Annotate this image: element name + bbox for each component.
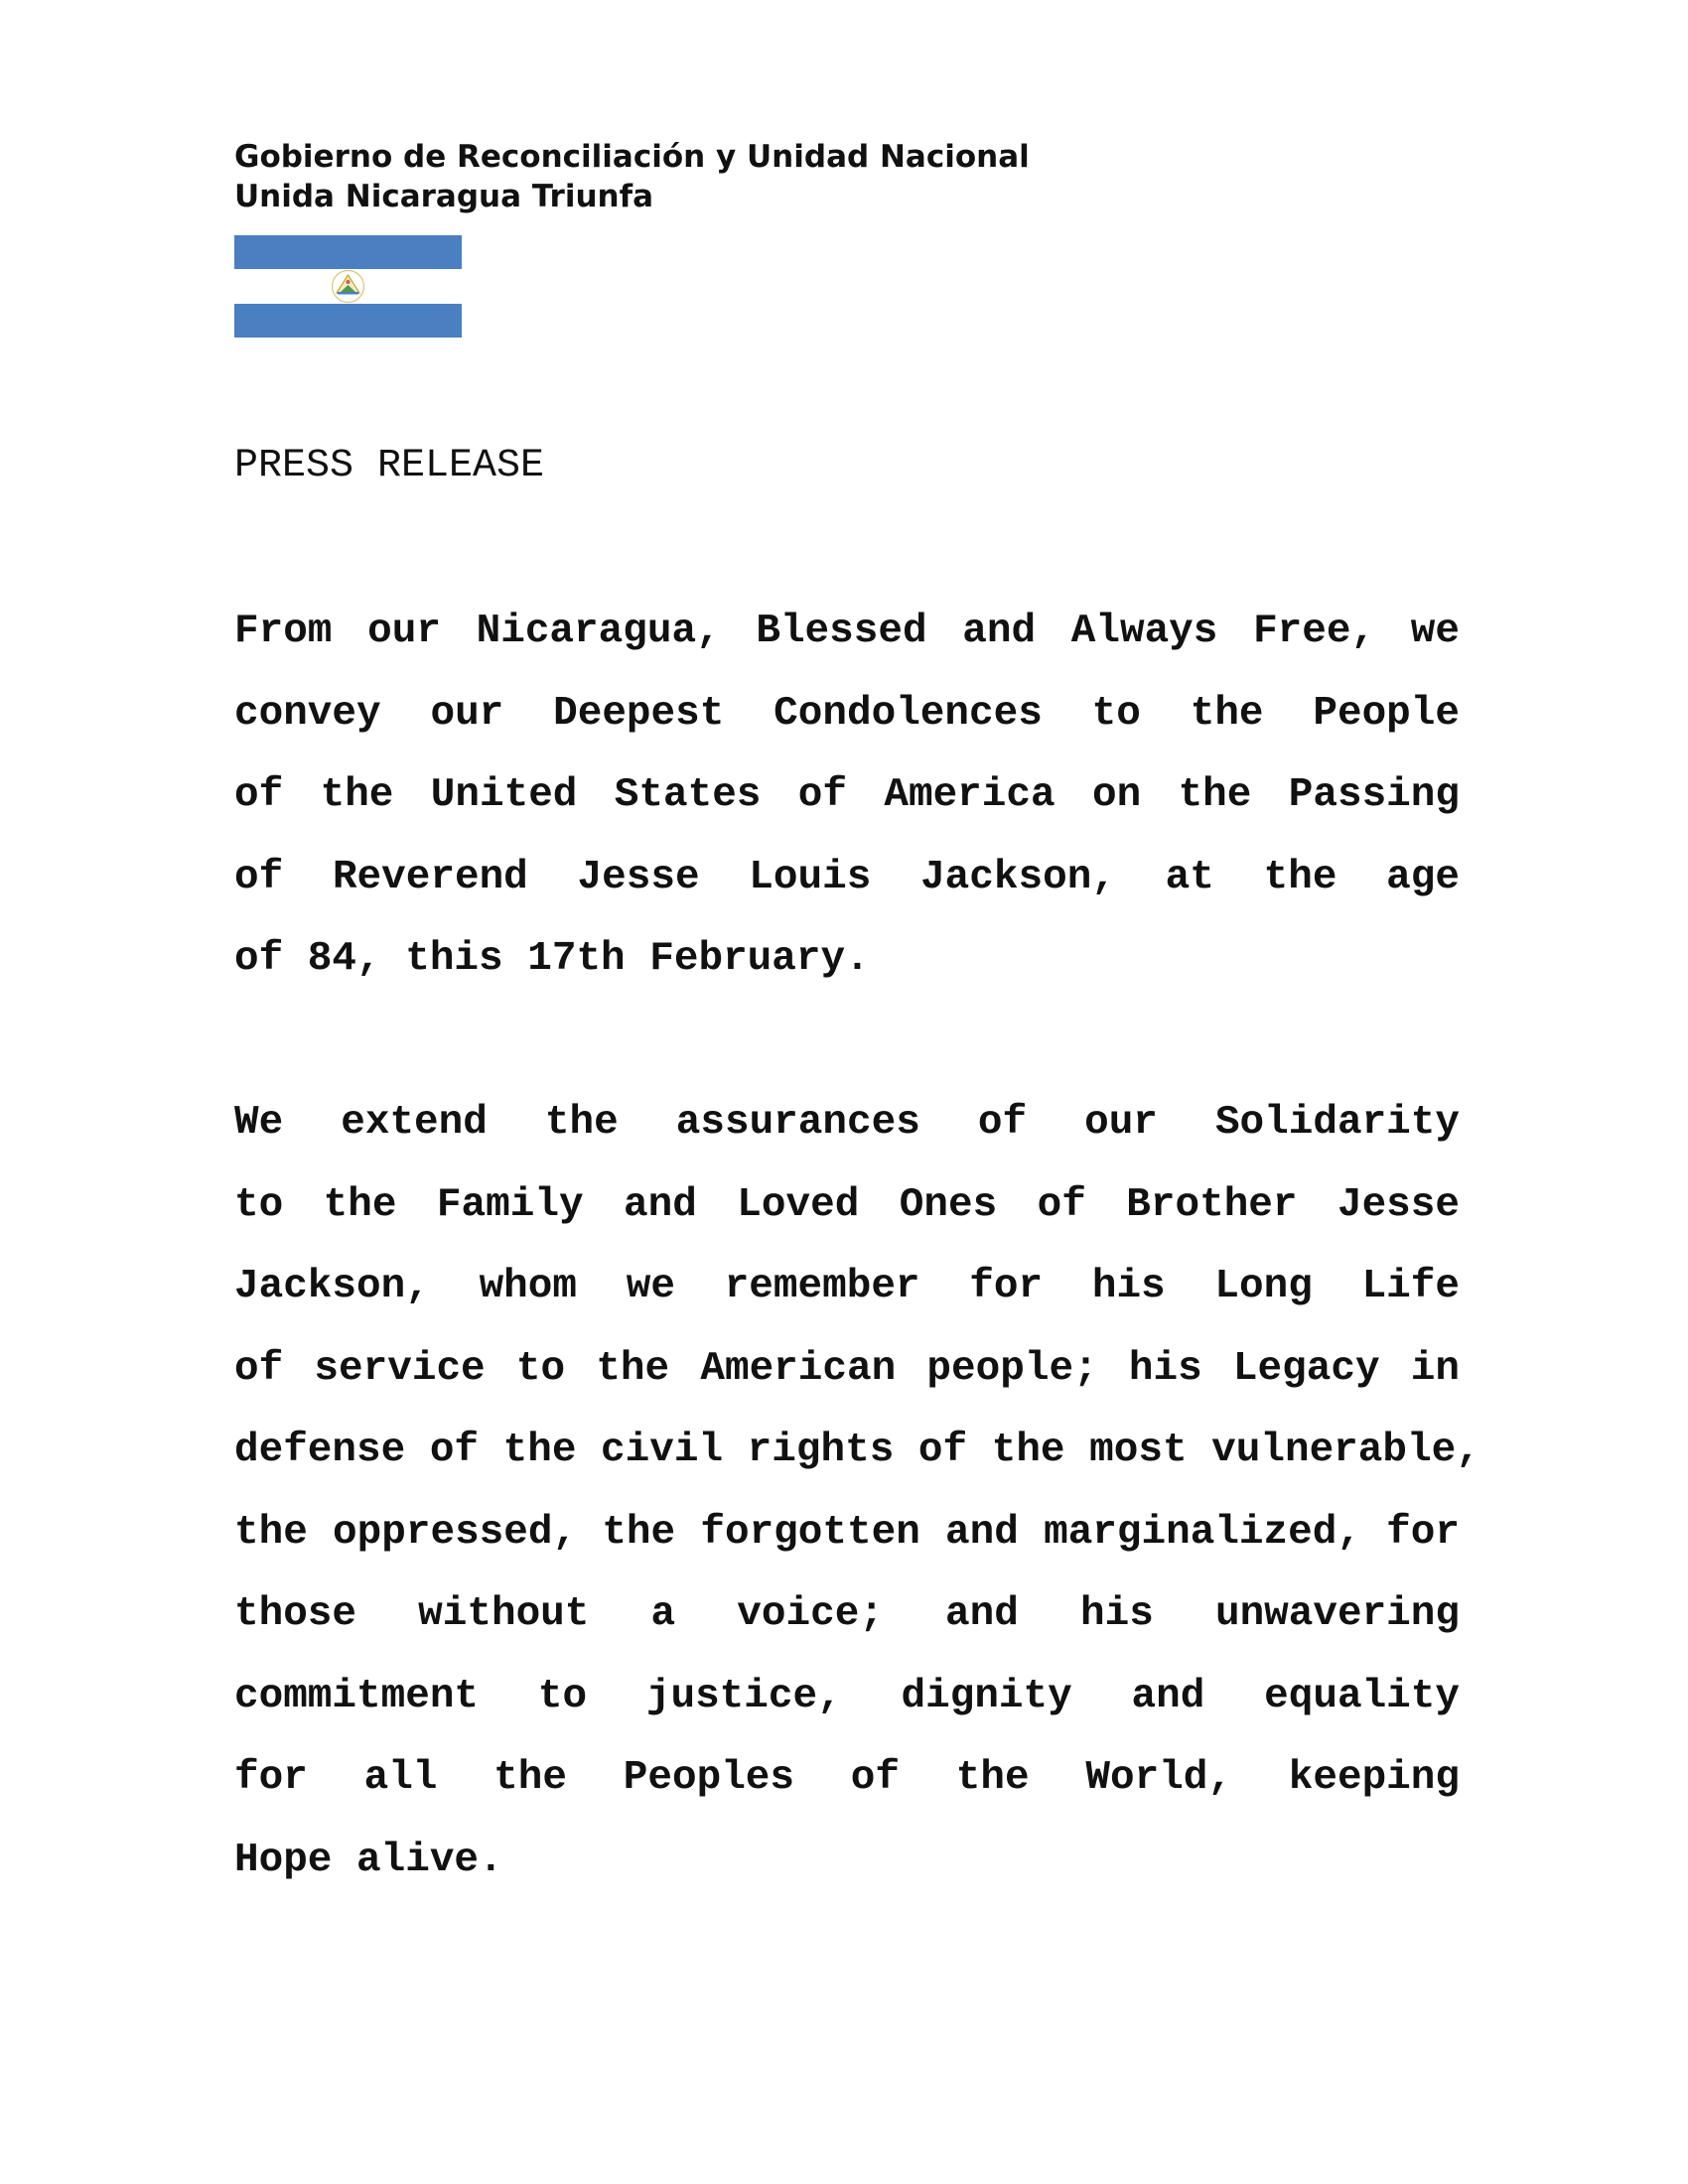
letterhead-government-name: Gobierno de Reconciliación y Unidad Nacional	[234, 139, 1030, 175]
press-release-title: PRESS RELEASE	[234, 444, 545, 488]
paragraph-line: defense of the civil rights of the most vulnerable,	[234, 1428, 1480, 1473]
paragraph-line: of 84, this 17th February.	[234, 936, 870, 982]
paragraph-line: From our Nicaragua, Blessed and Always Free, we	[234, 609, 1460, 654]
paragraph-line: those without a voice; and his unwavering	[234, 1591, 1460, 1637]
paragraph-line: for all the Peoples of the World, keeping	[234, 1755, 1460, 1801]
solidarity-paragraph	[234, 1082, 1480, 1901]
coat-of-arms-icon	[333, 271, 364, 303]
letterhead	[234, 137, 1030, 216]
paragraph-line: of Reverend Jesse Louis Jackson, at the age	[234, 854, 1460, 900]
paragraph-line: to the Family and Loved Ones of Brother Jesse	[234, 1181, 1460, 1228]
paragraph-line: Jackson, whom we remember for his Long Life	[234, 1264, 1460, 1309]
condolence-paragraph	[234, 591, 1460, 1001]
paragraph-line: of the United States of America on the Passing	[234, 772, 1460, 818]
letterhead-slogan: Unida Nicaragua Triunfa	[234, 179, 654, 214]
paragraph-line: commitment to justice, dignity and equality	[234, 1673, 1460, 1719]
paragraph-line: convey our Deepest Condolences to the People	[234, 690, 1460, 737]
paragraph-line: Hope alive.	[234, 1837, 503, 1883]
paragraph-line: We extend the assurances of our Solidarity	[234, 1100, 1460, 1146]
nicaragua-flag-icon	[234, 235, 462, 338]
paragraph-line: the oppressed, the forgotten and marginalized, for	[234, 1509, 1460, 1556]
paragraph-line: of service to the American people; his Legacy in	[234, 1345, 1460, 1392]
